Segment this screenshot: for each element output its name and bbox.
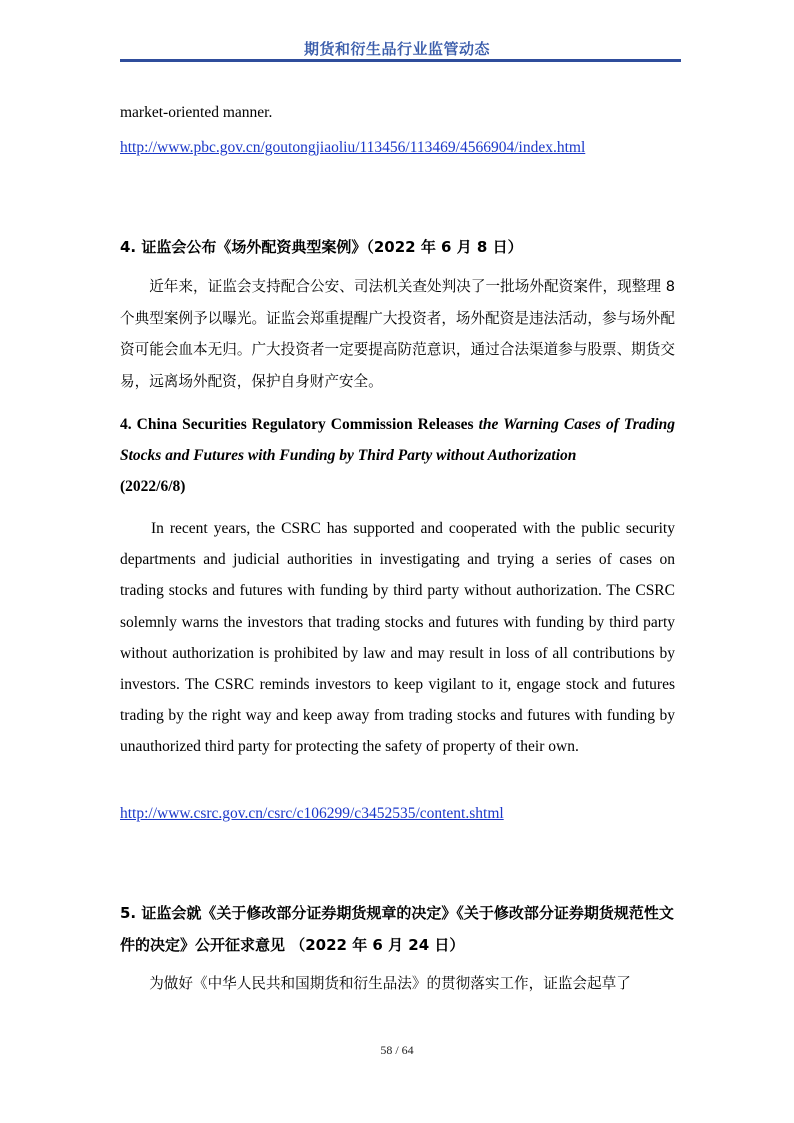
csrc-source-link[interactable]: http://www.csrc.gov.cn/csrc/c106299/c3452535/content.shtml <box>120 805 504 822</box>
previous-item-link-wrapper <box>120 139 675 157</box>
item4-english-heading-title: the Warning Cases of Trading Stocks and Futures with Funding by Third Party without Authorization <box>120 416 675 464</box>
item4-chinese-body: 近年来，证监会支持配合公安、司法机关查处判决了一批场外配资案件，现整理 8 个典型案例予以曝光。证监会郑重提醒广大投资者，场外配资是违法活动，参与场外配资可能会血本无归。广大投资者一定要提高防范意识，通过合法渠道参与股票、期货交易，远离场外配资，保护自身财产安全。 <box>120 278 675 390</box>
item4-english-body: In recent years, the CSRC has supported and cooperated with the public security departments and judicial authorities in investigating and trying a series of cases on trading stocks and futures with funding by third party without authorization. The CSRC solemnly warns the investors that trading stocks and futures with funding by third party without authorization is prohibited by law and may result in loss of all contributions by investors. The CSRC reminds investors to keep vigilant to it, engage stock and futures trading by the right way and keep away from trading stocks and futures with funding by unauthorized third party for protecting the safety of property of their own. <box>120 520 675 756</box>
item4-english-heading-date: (2022/6/8) <box>120 478 186 495</box>
item5-chinese-body: 为做好《中华人民共和国期货和衍生品法》的贯彻落实工作，证监会起草了 <box>149 975 631 992</box>
previous-item-tail-text: market-oriented manner. <box>120 104 273 121</box>
item5-chinese-heading: 5. 证监会就《关于修改部分证券期货规章的决定》《关于修改部分证券期货规范性文件的决定》公开征求意见 （2022 年 6 月 24 日） <box>120 904 674 954</box>
running-header-title: 期货和衍生品行业监管动态 <box>303 40 490 58</box>
item4-chinese-heading: 4. 证监会公布《场外配资典型案例》（2022 年 6 月 8 日） <box>120 238 523 256</box>
page-number: 58 / 64 <box>380 1043 414 1057</box>
item4-english-heading-plain: 4. China Securities Regulatory Commission Releases <box>120 416 479 433</box>
item4-link-wrapper <box>120 805 675 823</box>
header-divider <box>120 59 681 62</box>
item4-english-heading <box>120 409 675 502</box>
pbc-source-link[interactable]: http://www.pbc.gov.cn/goutongjiaoliu/113456/113469/4566904/index.html <box>120 139 586 156</box>
